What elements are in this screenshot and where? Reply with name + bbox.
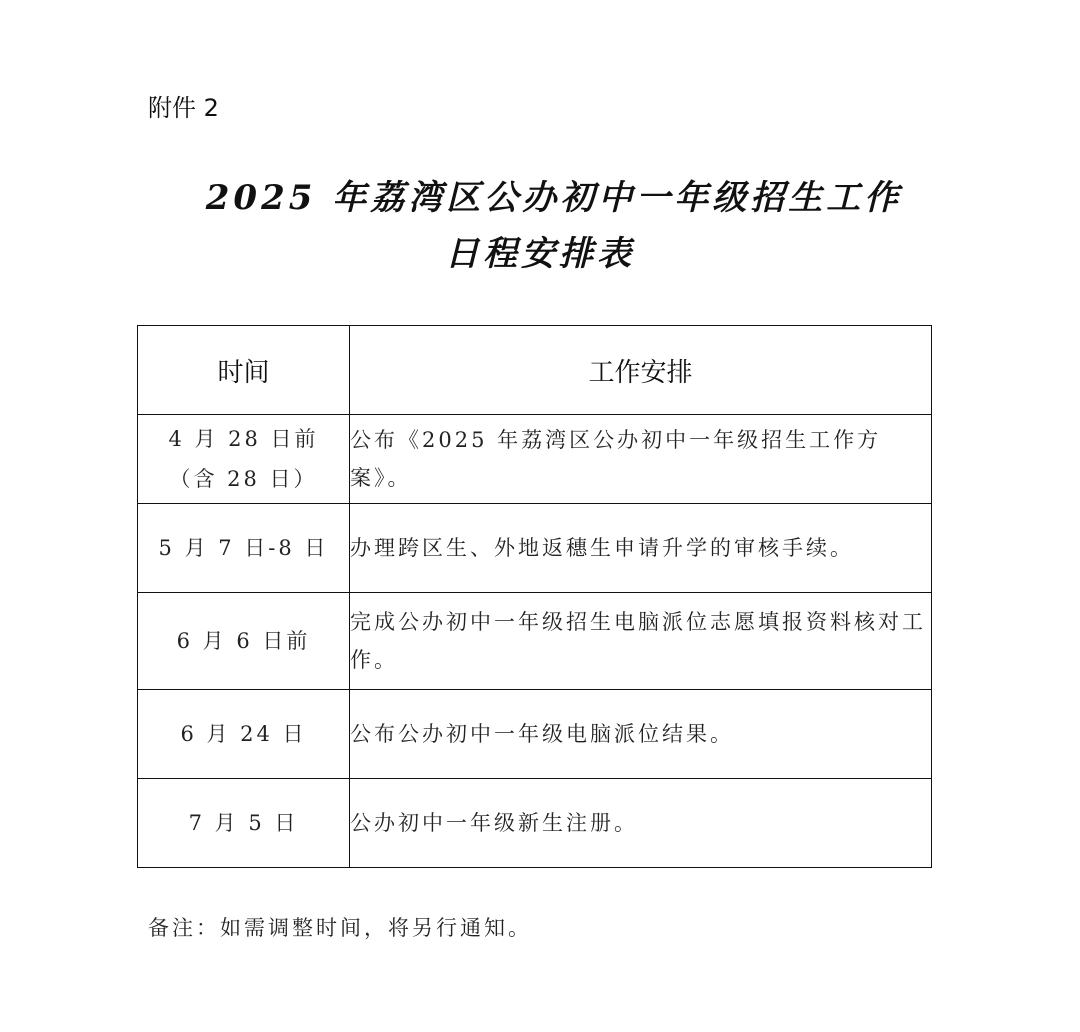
document-title-line1: 2025 年荔湾区公办初中一年级招生工作 bbox=[205, 178, 903, 218]
time-line1: 6 月 6 日前 bbox=[176, 629, 311, 653]
schedule-table bbox=[137, 325, 932, 868]
footnote: 备注：如需调整时间，将另行通知。 bbox=[148, 916, 532, 940]
table-row bbox=[138, 504, 932, 593]
table-row bbox=[138, 690, 932, 779]
table-row bbox=[138, 415, 932, 504]
table-header-row bbox=[138, 326, 932, 415]
table-row bbox=[138, 779, 932, 868]
time-cell bbox=[138, 690, 350, 779]
task-cell: 公布公办初中一年级电脑派位结果。 bbox=[350, 690, 932, 779]
task-cell: 公布《2025 年荔湾区公办初中一年级招生工作方案》。 bbox=[350, 415, 932, 504]
time-line1: 4 月 28 日前 bbox=[168, 427, 319, 451]
time-cell bbox=[138, 504, 350, 593]
header-time: 时间 bbox=[138, 326, 350, 415]
task-cell: 完成公办初中一年级招生电脑派位志愿填报资料核对工作。 bbox=[350, 593, 932, 690]
task-cell: 公办初中一年级新生注册。 bbox=[350, 779, 932, 868]
time-cell bbox=[138, 779, 350, 868]
header-task: 工作安排 bbox=[350, 326, 932, 415]
table-row bbox=[138, 593, 932, 690]
task-cell: 办理跨区生、外地返穗生申请升学的审核手续。 bbox=[350, 504, 932, 593]
time-line1: 7 月 5 日 bbox=[188, 811, 299, 835]
attachment-label: 附件 2 bbox=[148, 94, 219, 122]
time-cell bbox=[138, 415, 350, 504]
time-line2: （含 28 日） bbox=[169, 467, 318, 491]
time-line1: 5 月 7 日-8 日 bbox=[158, 536, 329, 560]
time-line1: 6 月 24 日 bbox=[180, 722, 307, 746]
time-cell bbox=[138, 593, 350, 690]
document-title-line2: 日程安排表 bbox=[445, 234, 635, 274]
